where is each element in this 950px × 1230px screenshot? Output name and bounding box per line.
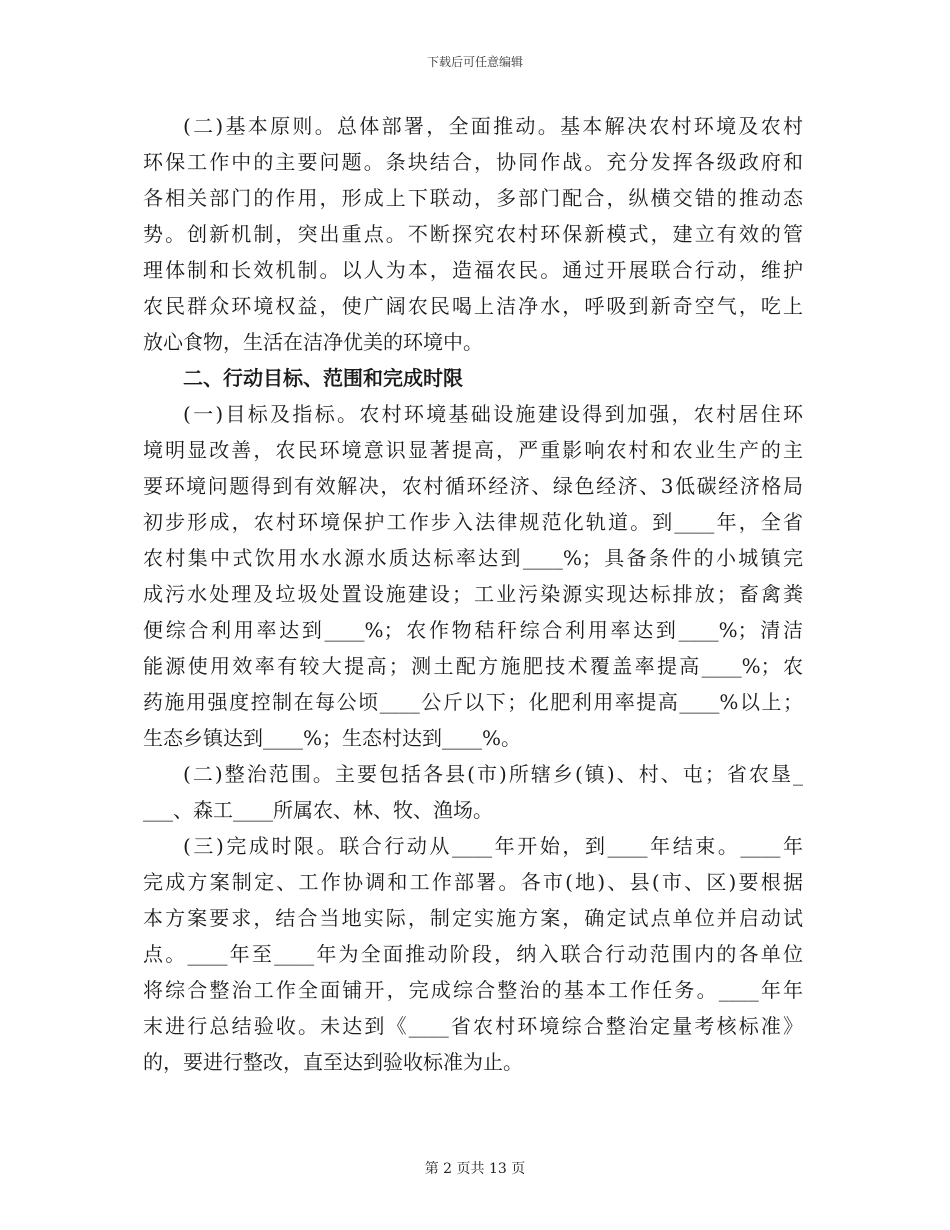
section-heading: 二、行动目标、范围和完成时限 bbox=[183, 366, 463, 390]
paragraph-line: 能源使用效率有较大提高；测土配方施肥技术覆盖率提高____%；农 bbox=[143, 654, 803, 678]
paragraph-line: 理体制和长效机制。以人为本，造福农民。通过开展联合行动，维护 bbox=[143, 258, 803, 282]
paragraph-line: 完成方案制定、工作协调和工作部署。各市(地)、县(市、区)要根据 bbox=[143, 870, 803, 894]
paragraph-line: 生态乡镇达到____%；生态村达到____%。 bbox=[143, 726, 522, 750]
paragraph-line: ___、森工____所属农、林、牧、渔场。 bbox=[143, 798, 493, 822]
paragraph-line: 将综合整治工作全面铺开，完成综合整治的基本工作任务。____年年 bbox=[143, 978, 803, 1002]
paragraph-line: 农民群众环境权益，使广阔农民喝上洁净水，呼吸到新奇空气，吃上 bbox=[143, 294, 803, 318]
paragraph-line: 的，要进行整改，直至达到验收标准为止。 bbox=[143, 1050, 523, 1074]
paragraph-line: 各相关部门的作用，形成上下联动，多部门配合，纵横交错的推动态 bbox=[143, 186, 803, 210]
paragraph-line: 放心食物，生活在洁净优美的环境中。 bbox=[143, 330, 483, 354]
page-header: 下载后可任意编辑 bbox=[426, 55, 523, 69]
paragraph-line: 药施用强度控制在每公顷____公斤以下；化肥利用率提高____%以上； bbox=[143, 690, 803, 714]
paragraph-line: 要环境问题得到有效解决，农村循环经济、绿色经济、3低碳经济格局 bbox=[143, 474, 803, 498]
paragraph-line: 末进行总结验收。未达到《____省农村环境综合整治定量考核标准》 bbox=[143, 1014, 803, 1038]
document-body bbox=[143, 108, 803, 1080]
paragraph-line: 初步形成，农村环境保护工作步入法律规范化轨道。到____年，全省 bbox=[143, 510, 803, 534]
paragraph-line: (三)完成时限。联合行动从____年开始，到____年结束。____年 bbox=[183, 834, 803, 858]
paragraph-line: 本方案要求，结合当地实际，制定实施方案，确定试点单位并启动试 bbox=[143, 906, 803, 930]
paragraph-line: 便综合利用率达到____%；农作物秸秆综合利用率达到____%；清洁 bbox=[143, 618, 803, 642]
paragraph-line: 点。____年至____年为全面推动阶段，纳入联合行动范围内的各单位 bbox=[143, 942, 803, 966]
paragraph-line: 环保工作中的主要问题。条块结合，协同作战。充分发挥各级政府和 bbox=[143, 150, 803, 174]
paragraph-line: 势。创新机制，突出重点。不断探究农村环保新模式，建立有效的管 bbox=[143, 222, 803, 246]
page-number: 第 2 页共 13 页 bbox=[424, 1161, 526, 1177]
paragraph-line: (二)整治范围。主要包括各县(市)所辖乡(镇)、村、屯；省农垦_ bbox=[183, 762, 803, 786]
paragraph-line: 境明显改善，农民环境意识显著提高，严重影响农村和农业生产的主 bbox=[143, 438, 803, 462]
paragraph-line: (一)目标及指标。农村环境基础设施建设得到加强，农村居住环 bbox=[183, 402, 803, 426]
paragraph-line: 成污水处理及垃圾处置设施建设；工业污染源实现达标排放；畜禽粪 bbox=[143, 582, 803, 606]
paragraph-line: (二)基本原则。总体部署，全面推动。基本解决农村环境及农村 bbox=[183, 114, 803, 138]
paragraph-line: 农村集中式饮用水水源水质达标率达到____%；具备条件的小城镇完 bbox=[143, 546, 803, 570]
